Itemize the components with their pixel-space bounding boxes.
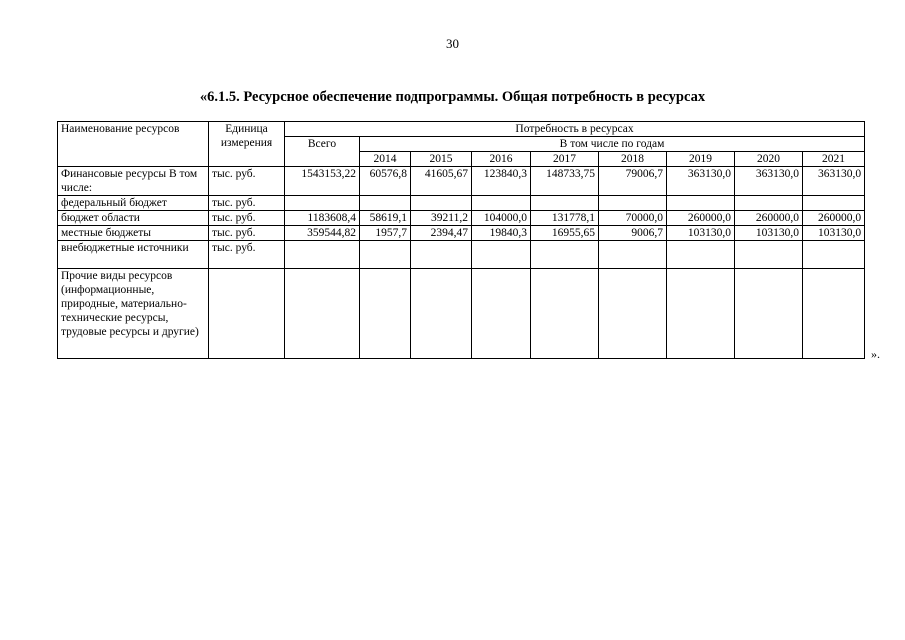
row-value xyxy=(411,241,472,269)
header-resource-name: Наименование ресурсов xyxy=(58,122,209,167)
row-value: 60576,8 xyxy=(360,167,411,196)
row-name: местные бюджеты xyxy=(58,226,209,241)
table-row xyxy=(58,241,865,269)
row-name: бюджет области xyxy=(58,211,209,226)
row-value xyxy=(599,269,667,359)
table-row xyxy=(58,269,865,359)
row-value: 103130,0 xyxy=(667,226,735,241)
row-value xyxy=(360,196,411,211)
row-value: 260000,0 xyxy=(667,211,735,226)
row-value xyxy=(735,269,803,359)
row-value: 148733,75 xyxy=(531,167,599,196)
row-total xyxy=(285,269,360,359)
header-year: 2020 xyxy=(735,152,803,167)
row-value: 103130,0 xyxy=(735,226,803,241)
row-value xyxy=(360,269,411,359)
row-unit: тыс. руб. xyxy=(209,196,285,211)
row-value: 1957,7 xyxy=(360,226,411,241)
row-value: 363130,0 xyxy=(803,167,865,196)
header-year: 2014 xyxy=(360,152,411,167)
row-unit: тыс. руб. xyxy=(209,211,285,226)
row-value: 131778,1 xyxy=(531,211,599,226)
row-value: 79006,7 xyxy=(599,167,667,196)
row-value xyxy=(531,241,599,269)
row-total xyxy=(285,196,360,211)
header-by-years: В том числе по годам xyxy=(360,137,865,152)
row-value: 363130,0 xyxy=(735,167,803,196)
row-unit xyxy=(209,269,285,359)
closing-quote: ». xyxy=(871,347,880,361)
row-value xyxy=(667,196,735,211)
row-total: 359544,82 xyxy=(285,226,360,241)
row-name: Прочие виды ресурсов (информационные, природные, материально-технические ресурсы, трудовые ресурсы и другие) xyxy=(58,269,209,359)
row-value xyxy=(360,241,411,269)
row-value: 104000,0 xyxy=(472,211,531,226)
header-year: 2018 xyxy=(599,152,667,167)
row-value: 70000,0 xyxy=(599,211,667,226)
row-value xyxy=(735,241,803,269)
row-unit: тыс. руб. xyxy=(209,167,285,196)
row-value xyxy=(599,196,667,211)
header-year: 2017 xyxy=(531,152,599,167)
row-value xyxy=(472,196,531,211)
row-value xyxy=(803,269,865,359)
header-year: 2016 xyxy=(472,152,531,167)
row-value: 123840,3 xyxy=(472,167,531,196)
table-row xyxy=(58,211,865,226)
row-value: 58619,1 xyxy=(360,211,411,226)
header-year: 2019 xyxy=(667,152,735,167)
row-total: 1183608,4 xyxy=(285,211,360,226)
page-number: 30 xyxy=(446,36,459,51)
row-value: 260000,0 xyxy=(803,211,865,226)
row-name: внебюджетные источники xyxy=(58,241,209,269)
header-year: 2015 xyxy=(411,152,472,167)
resources-table xyxy=(57,121,865,359)
table-row xyxy=(58,167,865,196)
row-value xyxy=(735,196,803,211)
page-title: «6.1.5. Ресурсное обеспечение подпрограммы. Общая потребность в ресурсах xyxy=(199,89,706,105)
row-value xyxy=(667,241,735,269)
table-row xyxy=(58,196,865,211)
row-value xyxy=(599,241,667,269)
row-value: 41605,67 xyxy=(411,167,472,196)
row-value xyxy=(472,269,531,359)
row-value: 19840,3 xyxy=(472,226,531,241)
row-name: Финансовые ресурсы В том числе: xyxy=(58,167,209,196)
row-value: 39211,2 xyxy=(411,211,472,226)
header-unit: Единица измерения xyxy=(209,122,285,167)
header-total: Всего xyxy=(285,137,360,167)
header-need: Потребность в ресурсах xyxy=(285,122,865,137)
row-name: федеральный бюджет xyxy=(58,196,209,211)
row-value xyxy=(411,196,472,211)
row-unit: тыс. руб. xyxy=(209,241,285,269)
row-value: 16955,65 xyxy=(531,226,599,241)
row-total: 1543153,22 xyxy=(285,167,360,196)
row-value xyxy=(803,196,865,211)
row-value xyxy=(411,269,472,359)
header-year: 2021 xyxy=(803,152,865,167)
row-value xyxy=(531,196,599,211)
table-row xyxy=(58,226,865,241)
row-value: 2394,47 xyxy=(411,226,472,241)
row-value: 9006,7 xyxy=(599,226,667,241)
row-value xyxy=(472,241,531,269)
row-value xyxy=(803,241,865,269)
row-value: 260000,0 xyxy=(735,211,803,226)
row-value xyxy=(667,269,735,359)
row-value: 363130,0 xyxy=(667,167,735,196)
row-unit: тыс. руб. xyxy=(209,226,285,241)
row-value xyxy=(531,269,599,359)
row-value: 103130,0 xyxy=(803,226,865,241)
row-total xyxy=(285,241,360,269)
